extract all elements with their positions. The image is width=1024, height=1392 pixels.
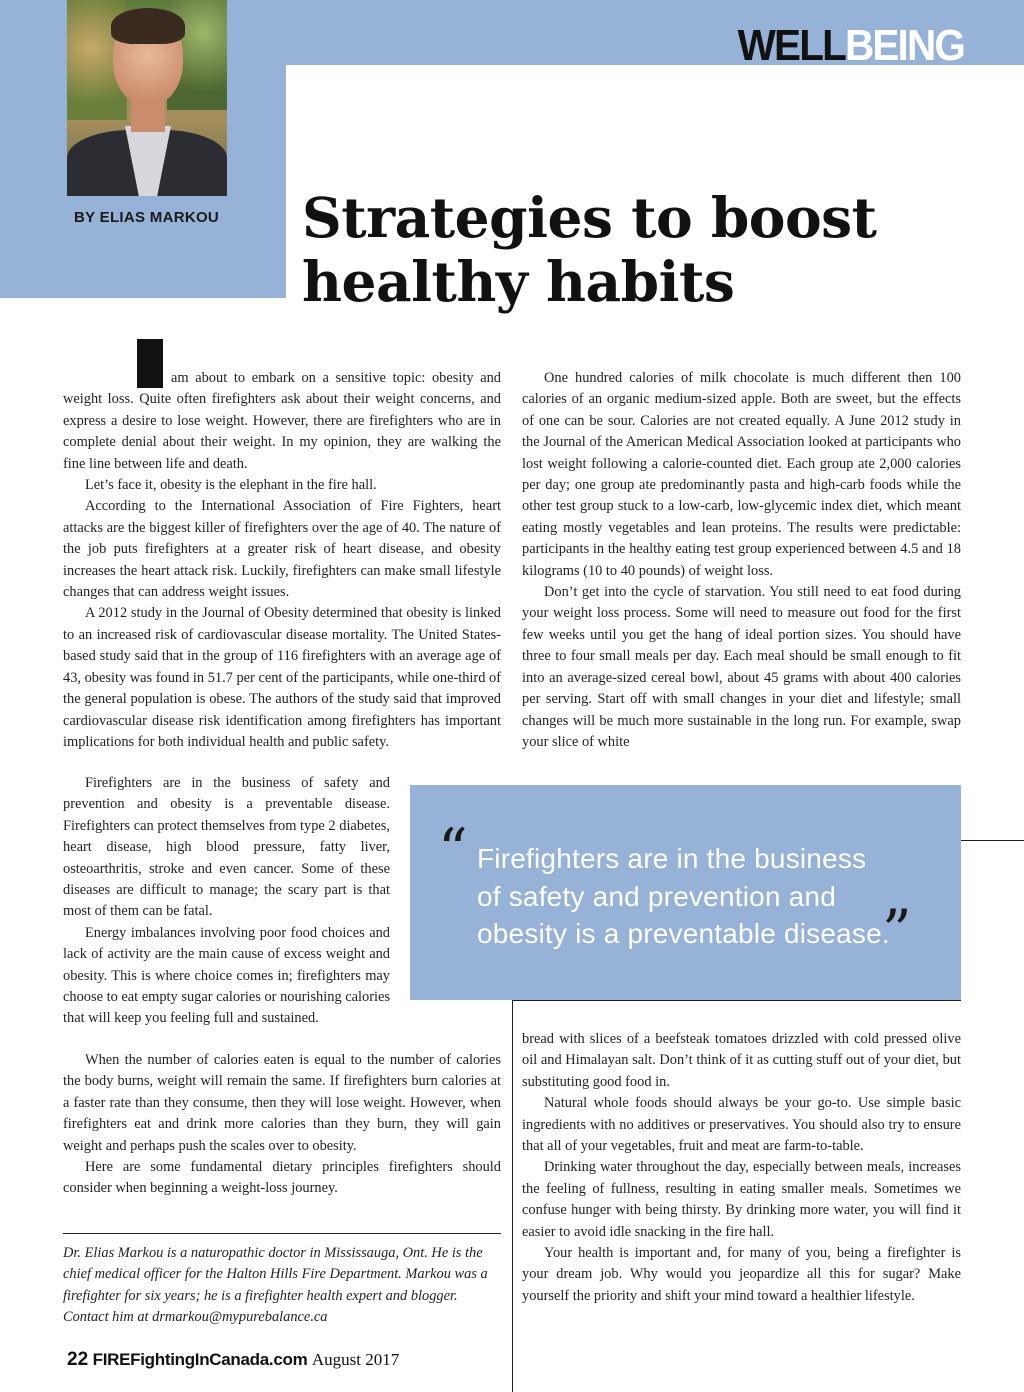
headline xyxy=(302,186,922,314)
paragraph: Let’s face it, obesity is the elephant in the fire hall. xyxy=(85,477,377,494)
paragraph: According to the International Association of Fire Fighters, heart attacks are the biggest killer of firefighters over the age of 40. The nature of the job puts firefighters at a greater risk of heart disease, and obesity increases the heart attack risk. Luckily, firefighters can make small lifestyle changes that can address weight issues. xyxy=(63,498,501,601)
column-1-top xyxy=(63,349,502,753)
paragraph: Don’t get into the cycle of starvation. You still need to eat food during your weight loss process. Some will need to measure out food for the first few weeks until you get the hang of ideal portion sizes. You should have three to four small meals per day. Each meal should be small enough to fit into an average-sized cereal bowl, about 45 grams with about 400 calories per serving. Start off with small changes in your diet and lifestyle; small changes will be much more sustainable in the long run. For example, swap your slice of white xyxy=(522,584,961,750)
pull-quote-text xyxy=(477,840,897,953)
open-quote-icon: “ xyxy=(438,816,468,884)
paragraph-text: am about to embark on a sensitive topic: obesity and weight loss. Quite often firefighters ask about their weight concerns, and express a desire to lose weight. However, there are firefighters who are in complete denial about their weight. In my opinion, they are walking the fine line between life and death. xyxy=(63,370,501,472)
paragraph: bread with slices of a beefsteak tomatoes drizzled with cold pressed olive oil and Himalayan salt. Don’t think of it as cutting stuff out of your diet, but substituting good food in. xyxy=(522,1031,961,1090)
footer-date: August 2017 xyxy=(311,1350,400,1369)
divider xyxy=(961,840,1024,841)
pull-quote-line: of safety and prevention and xyxy=(477,880,836,912)
pull-quote-line: Firefighters are in the business xyxy=(477,843,867,874)
drop-cap: I xyxy=(137,339,163,388)
paragraph xyxy=(63,349,501,475)
section-title-well: WELL xyxy=(737,21,845,70)
divider xyxy=(512,1000,961,1001)
footer-site: FIREFightingInCanada.com xyxy=(92,1350,308,1369)
byline: BY ELIAS MARKOU xyxy=(74,209,220,226)
section-title xyxy=(737,21,964,70)
close-quote-icon: ” xyxy=(882,897,912,965)
pull-quote-line: obesity is a preventable disease. xyxy=(477,918,890,949)
paragraph: Energy imbalances involving poor food choices and lack of activity are the main cause of excess weight and obesity. This is where choice comes in; firefighters may choose to eat empty sugar calories or nourishing calories that will keep you feeling full and sustained. xyxy=(63,924,390,1027)
author-bio: Dr. Elias Markou is a naturopathic doctor in Mississauga, Ont. He is the chief medical officer for the Halton Hills Fire Department. Markou was a firefighter for six years; he is a firefighter health expert and blogger. Contact him at drmarkou@mypurebalance.ca xyxy=(63,1245,488,1326)
bio-divider xyxy=(63,1233,501,1234)
headline-line-1: Strategies to boost xyxy=(302,185,877,250)
column-2-bottom xyxy=(522,1029,961,1307)
author-photo xyxy=(67,0,227,196)
paragraph: When the number of calories eaten is equal to the number of calories the body burns, weight will remain the same. If firefighters burn calories at a faster rate than they consume, then they will lose weight. However, when firefighters eat and drink more calories than they burn, they will gain weight and perhaps push the scales over to obesity. xyxy=(63,1052,501,1154)
paragraph: One hundred calories of milk chocolate is much different then 100 calories of an organic medium-sized apple. Both are sweet, but the effects of one can be sour. Calories are not created equally. A June 2012 study in the Journal of the American Medical Association looked at participants who lost weight following a calorie-counted diet. Each group ate 2,000 calories per day; one group ate predominantly pasta and high-carb foods while the other test group stuck to a low-carb, low-glycemic index diet, which meant eating mostly vegetables and lean proteins. The results were predictable: participants in the healthy eating test group experienced between 4.5 and 18 kilograms (10 to 40 pounds) of weight loss. xyxy=(522,370,961,579)
paragraph: Firefighters are in the business of safety and prevention and obesity is a preventable disease. Firefighters can protect themselves from type 2 diabetes, heart disease, high blood pressure, fatty liver, osteoarthritis, stroke and even cancer. Some of these diseases are difficult to manage; the scary part is that most of them can be fatal. xyxy=(63,775,390,920)
paragraph: Drinking water throughout the day, especially between meals, increases the feeling of fullness, resulting in eating smaller meals. Sometimes we confuse hunger with being thirsty. By drinking more water, you will find it easier to avoid idle snacking in the fire hall. xyxy=(522,1159,961,1240)
page-footer xyxy=(67,1348,399,1371)
paragraph: A 2012 study in the Journal of Obesity determined that obesity is linked to an increased risk of cardiovascular disease mortality. The United States-based study said that in the group of 116 firefighters with an average age of 43, obesity was found in 51.7 per cent of the participants, while one-third of the general population is obese. The authors of the study said that improved cardiovascular disease risk identification among firefighters has important implications for both individual health and public safety. xyxy=(63,605,502,750)
column-1-bottom xyxy=(63,1050,501,1200)
pull-quote xyxy=(410,785,961,1000)
column-2-top xyxy=(522,368,961,753)
paragraph: Here are some fundamental dietary principles firefighters should consider when beginning a weight-loss journey. xyxy=(63,1159,501,1197)
section-title-being: BEING xyxy=(844,21,964,70)
paragraph: Your health is important and, for many of you, being a firefighter is your dream job. Why would you jeopardize all this for sugar? Make yourself the priority and shift your mind toward a healthier lifestyle. xyxy=(522,1245,961,1304)
column-divider xyxy=(512,1000,513,1392)
page-number: 22 xyxy=(67,1349,89,1370)
headline-line-2: healthy habits xyxy=(302,249,735,314)
column-1-narrow xyxy=(63,773,390,1030)
paragraph: Natural whole foods should always be your go-to. Use simple basic ingredients with no additives or preservatives. You should also try to ensure that all of your vegetables, fruit and meat are farm-to-table. xyxy=(522,1095,961,1155)
